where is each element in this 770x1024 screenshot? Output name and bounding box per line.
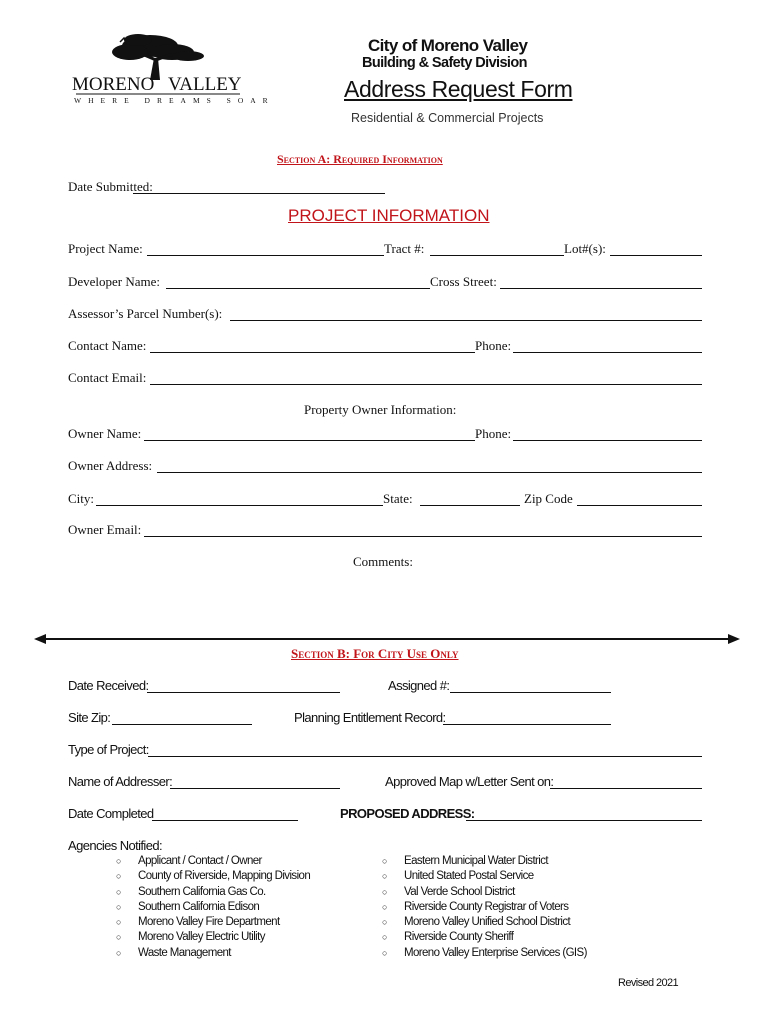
proposed-address-field[interactable]	[466, 820, 702, 821]
owner-name-field[interactable]	[144, 440, 475, 441]
list-item	[116, 900, 310, 915]
list-item	[382, 946, 587, 961]
city-logo	[68, 30, 275, 110]
list-item	[382, 915, 587, 930]
contact-phone-field[interactable]	[513, 352, 702, 353]
agency-label: Applicant / Contact / Owner	[138, 855, 262, 867]
agency-label: Moreno Valley Unified School District	[404, 916, 571, 929]
logo-name-right: VALLEY	[168, 74, 242, 95]
bullet-icon: ○	[382, 901, 387, 912]
agency-label: Riverside County Registrar of Voters	[404, 900, 569, 913]
agency-label: United Stated Postal Service	[404, 870, 534, 883]
name-of-addresser-field[interactable]	[170, 788, 340, 789]
list-item	[382, 869, 587, 884]
bullet-icon: ○	[382, 932, 387, 943]
planning-entitlement-label: Planning Entitlement Record:	[294, 710, 446, 725]
double-arrow-icon	[34, 632, 740, 646]
cross-street-label: Cross Street:	[430, 274, 497, 289]
assigned-label: Assigned #:	[388, 678, 450, 693]
agencies-left-list	[116, 854, 310, 961]
list-item	[116, 915, 310, 930]
project-name-field[interactable]	[147, 255, 384, 256]
bullet-icon: ○	[116, 917, 121, 928]
bullet-icon: ○	[382, 917, 387, 928]
bullet-icon: ○	[116, 901, 121, 912]
bullet-icon: ○	[116, 886, 121, 897]
bullet-icon: ○	[116, 932, 121, 943]
list-item	[382, 930, 587, 945]
owner-email-field[interactable]	[144, 536, 702, 537]
date-received-label: Date Received:	[68, 678, 149, 693]
approved-map-label: Approved Map w/Letter Sent on:	[385, 774, 554, 789]
assigned-field[interactable]	[450, 692, 611, 693]
zip-code-label: Zip Code	[524, 491, 573, 506]
date-completed-label: Date Completed	[68, 806, 154, 821]
logo-tagline: WHERE DREAMS SOAR	[74, 96, 275, 105]
type-of-project-label: Type of Project:	[68, 742, 149, 757]
date-submitted-field[interactable]	[133, 193, 385, 194]
list-item	[116, 869, 310, 884]
logo-name-left: MORENO	[72, 74, 155, 95]
contact-name-field[interactable]	[150, 352, 475, 353]
owner-phone-label: Phone:	[475, 426, 512, 441]
lots-field[interactable]	[610, 255, 702, 256]
developer-name-field[interactable]	[166, 288, 430, 289]
contact-phone-label: Phone:	[475, 338, 512, 353]
list-item	[116, 854, 310, 869]
agency-label: Southern California Gas Co.	[138, 885, 266, 898]
list-item	[382, 854, 587, 869]
tract-field[interactable]	[430, 255, 564, 256]
bullet-icon: ○	[382, 871, 387, 882]
list-item	[116, 946, 310, 961]
state-label: State:	[383, 491, 413, 506]
cross-street-field[interactable]	[500, 288, 702, 289]
bullet-icon: ○	[116, 871, 121, 882]
list-item	[382, 900, 587, 915]
list-item	[116, 930, 310, 945]
proposed-address-label: PROPOSED ADDRESS:	[340, 806, 475, 821]
agency-label: Southern California Edison	[138, 900, 260, 913]
bullet-icon: ○	[382, 856, 387, 866]
revised-date: Revised 2021	[618, 977, 679, 989]
state-field[interactable]	[420, 505, 520, 506]
type-of-project-field[interactable]	[148, 756, 702, 757]
bullet-icon: ○	[382, 947, 387, 958]
owner-email-label: Owner Email:	[68, 522, 142, 537]
tract-label: Tract #:	[384, 241, 425, 256]
owner-phone-field[interactable]	[513, 440, 702, 441]
owner-name-label: Owner Name:	[68, 426, 142, 441]
bullet-icon: ○	[116, 856, 121, 866]
agencies-right-list	[382, 854, 587, 961]
developer-name-label: Developer Name:	[68, 274, 161, 289]
contact-name-label: Contact Name:	[68, 338, 147, 353]
property-owner-heading: Property Owner Information:	[304, 402, 457, 417]
site-zip-field[interactable]	[112, 724, 252, 725]
form-title: Address Request Form	[344, 76, 573, 102]
section-b-heading: Section B: For City Use Only	[291, 646, 459, 661]
list-item	[116, 885, 310, 900]
contact-email-field[interactable]	[150, 384, 702, 385]
agency-label: Val Verde School District	[404, 885, 515, 898]
comments-area[interactable]	[68, 574, 702, 628]
agency-label: Moreno Valley Fire Department	[138, 916, 280, 929]
contact-email-label: Contact Email:	[68, 370, 147, 385]
city-label: City:	[68, 491, 95, 506]
project-information-heading: PROJECT INFORMATION	[288, 206, 490, 225]
bullet-icon: ○	[116, 947, 121, 958]
comments-label: Comments:	[353, 554, 413, 569]
agencies-notified-label: Agencies Notified:	[68, 838, 162, 853]
agency-label: Moreno Valley Enterprise Services (GIS)	[404, 946, 587, 959]
approved-map-field[interactable]	[550, 788, 702, 789]
date-completed-field[interactable]	[152, 820, 298, 821]
name-of-addresser-label: Name of Addresser:	[68, 774, 173, 789]
city-name: City of Moreno Valley	[368, 36, 528, 55]
agency-label: Riverside County Sheriff	[404, 931, 514, 944]
date-received-field[interactable]	[147, 692, 340, 693]
agency-label: Waste Management	[138, 946, 231, 959]
planning-entitlement-field[interactable]	[443, 724, 611, 725]
owner-address-field[interactable]	[157, 472, 702, 473]
division-name: Building & Safety Division	[362, 55, 527, 71]
agency-label: Moreno Valley Electric Utility	[138, 931, 265, 944]
parcel-number-label: Assessor’s Parcel Number(s):	[68, 306, 223, 321]
section-a-heading: Section A: Required Information	[277, 152, 443, 166]
date-submitted-label: Date Submitted:	[68, 179, 153, 194]
site-zip-label: Site Zip:	[68, 710, 111, 725]
lots-label: Lot#(s):	[564, 241, 606, 256]
owner-address-label: Owner Address:	[68, 458, 153, 473]
parcel-number-field[interactable]	[230, 320, 702, 321]
list-item	[382, 885, 587, 900]
form-subtitle: Residential & Commercial Projects	[351, 111, 544, 125]
agency-label: County of Riverside, Mapping Division	[138, 870, 311, 883]
project-name-label: Project Name:	[68, 241, 143, 256]
bullet-icon: ○	[382, 886, 387, 897]
agency-label: Eastern Municipal Water District	[404, 855, 548, 867]
zip-code-field[interactable]	[577, 505, 702, 506]
city-field[interactable]	[96, 505, 383, 506]
